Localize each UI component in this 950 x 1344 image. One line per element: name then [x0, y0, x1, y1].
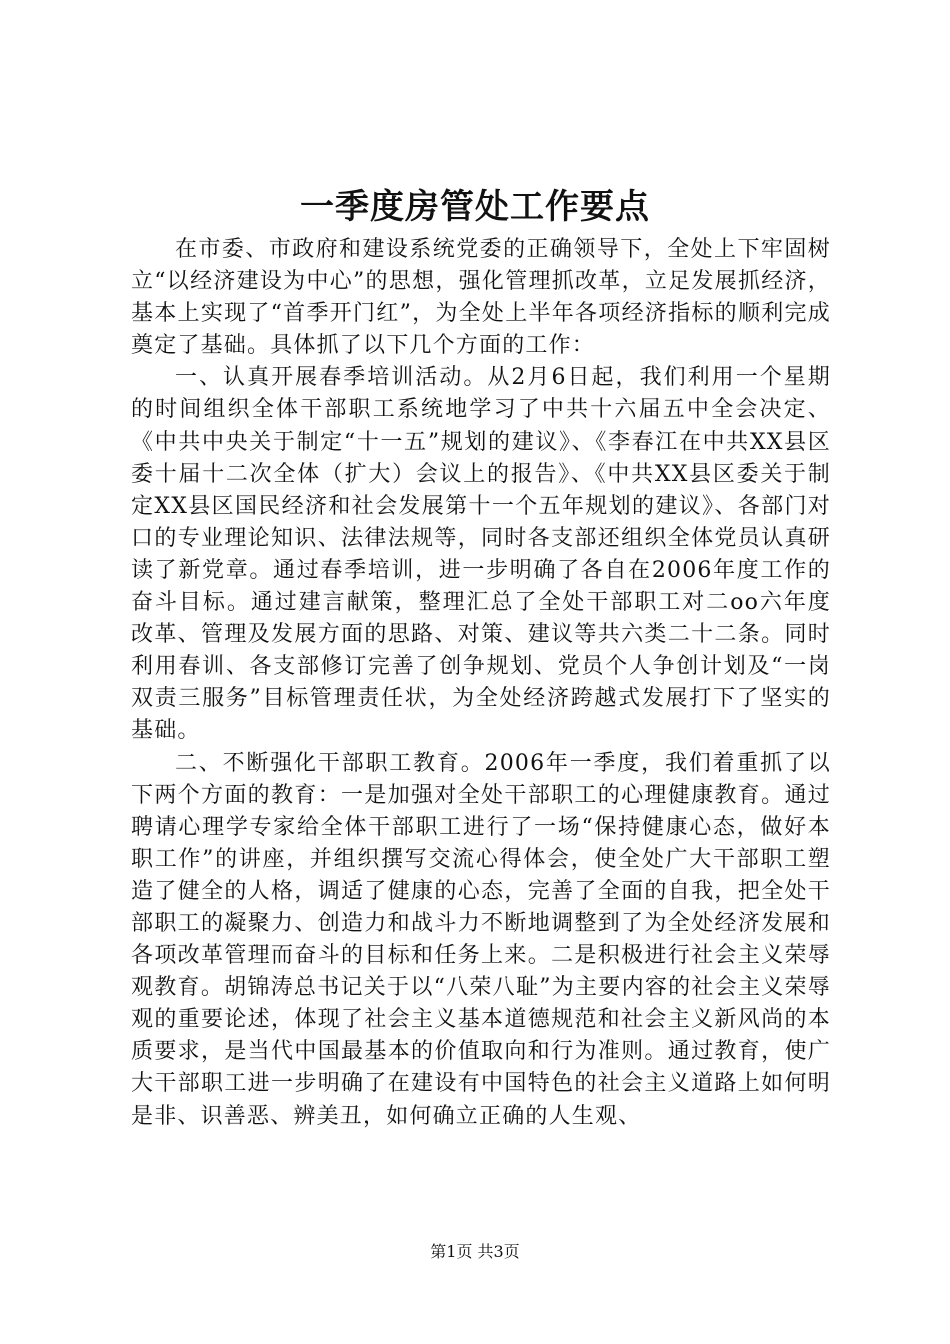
page-number-footer: 第1页 共3页 — [430, 1242, 520, 1261]
document-title: 一季度房管处工作要点 — [300, 187, 650, 227]
paragraph-section-1: 一、认真开展春季培训活动。从2月6日起，我们利用一个星期的时间组织全体干部职工系统地学习了中共十六届五中全会决定、《中共中央关于制定“十一五”规划的建议》、《李春江在中共XX县区委十届十二次全体（扩大）会议上的报告》、《中共XX县区委关于制定XX县区国民经济和社会发展第十一个五年规划的建议》、各部门对口的专业理论知识、法律法规等，同时各支部还组织全体党员认真研读了新党章。通过春季培训，进一步明确了各自在2006年度工作的奋斗目标。通过建言献策，整理汇总了全处干部职工对二oo六年度改革、管理及发展方面的思路、对策、建议等共六类二十二条。同时利用春训、各支部修订完善了创争规划、党员个人争创计划及“一岗双责三服务”目标管理责任状，为全处经济跨越式发展打下了坚实的基础。 — [131, 365, 831, 744]
paragraph-section-2: 二、不断强化干部职工教育。2006年一季度，我们着重抓了以下两个方面的教育：一是加强对全处干部职工的心理健康教育。通过聘请心理学专家给全体干部职工进行了一场“保持健康心态，做好本职工作”的讲座，并组织撰写交流心得体会，使全处广大干部职工塑造了健全的人格，调适了健康的心态，完善了全面的自我，把全处干部职工的凝聚力、创造力和战斗力不断地调整到了为全处经济发展和各项改革管理而奋斗的目标和任务上来。二是积极进行社会主义荣辱观教育。胡锦涛总书记关于以“八荣八耻”为主要内容的社会主义荣辱观的重要论述，体现了社会主义基本道德规范和社会主义新风尚的本质要求，是当代中国最基本的价值取向和行为准则。通过教育，使广大干部职工进一步明确了在建设有中国特色的社会主义道路上如何明是非、识善恶、辨美丑，如何确立正确的人生观、 — [131, 750, 831, 1129]
document-body — [131, 234, 831, 1133]
paragraph-intro: 在市委、市政府和建设系统党委的正确领导下，全处上下牢固树立“以经济建设为中心”的思想，强化管理抓改革，立足发展抓经济，基本上实现了“首季开门红”，为全处上半年各项经济指标的顺利完成奠定了基础。具体抓了以下几个方面的工作： — [131, 237, 831, 359]
